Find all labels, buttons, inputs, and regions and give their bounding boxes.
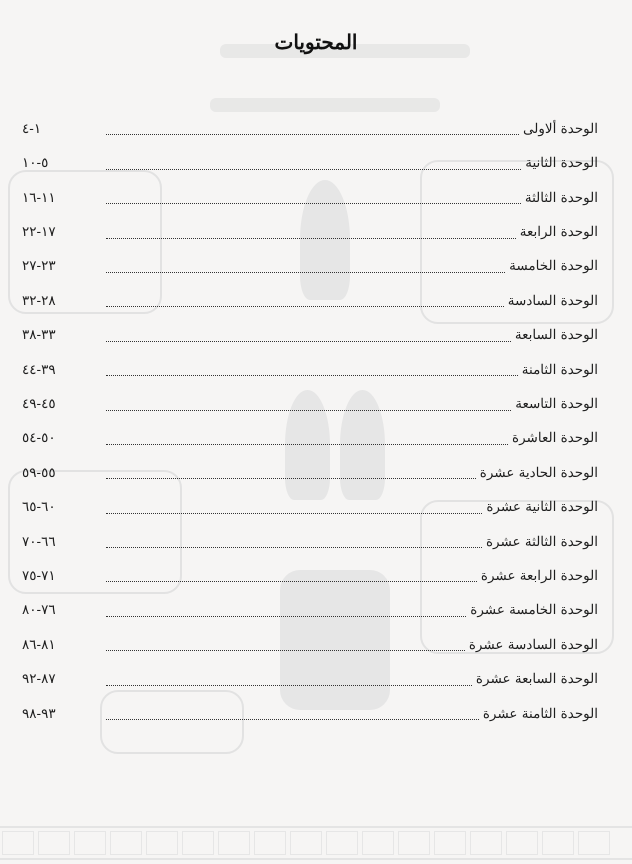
toc-dot-leader [106, 374, 518, 376]
toc-row[interactable] [22, 517, 598, 551]
toc-row[interactable] [22, 689, 598, 723]
toc-dot-leader [106, 237, 516, 239]
toc-row[interactable] [22, 414, 598, 448]
toc-unit-label: الوحدة الرابعة عشرة [480, 567, 598, 584]
toc-page-range: ١١-١٦ [22, 189, 56, 206]
toc-unit-label: الوحدة التاسعة [515, 396, 598, 413]
background-showthrough-footer [0, 826, 632, 860]
toc-row[interactable] [22, 276, 598, 310]
toc-page-range: ٥٠-٥٤ [22, 430, 56, 447]
toc-page-range: ٨١-٨٦ [22, 636, 56, 653]
toc-row[interactable] [22, 104, 598, 138]
toc-page-range: ١-٤ [22, 120, 42, 137]
toc-row[interactable] [22, 585, 598, 619]
toc-dot-leader [106, 271, 505, 273]
toc-dot-leader [106, 168, 521, 170]
toc-row[interactable] [22, 310, 598, 344]
toc-dot-leader [106, 684, 472, 686]
toc-row[interactable] [22, 242, 598, 276]
toc-row[interactable] [22, 173, 598, 207]
toc-unit-label: الوحدة ألاولى [523, 120, 598, 137]
toc-row[interactable] [22, 345, 598, 379]
toc-unit-label: الوحدة الحادية عشرة [479, 464, 598, 481]
toc-dot-leader [106, 477, 476, 479]
toc-dot-leader [106, 305, 504, 307]
toc-unit-label: الوحدة العاشرة [512, 430, 598, 447]
toc-dot-leader [106, 649, 465, 651]
toc-dot-leader [106, 580, 477, 582]
toc-row[interactable] [22, 482, 598, 516]
toc-page-range: ٧١-٧٥ [22, 567, 56, 584]
toc-page-range: ٩٣-٩٨ [22, 705, 56, 722]
toc-dot-leader [106, 546, 482, 548]
toc-dot-leader [106, 443, 508, 445]
toc-page-range: ٣٣-٣٨ [22, 327, 56, 344]
toc-unit-label: الوحدة السادسة عشرة [468, 636, 598, 653]
toc-row[interactable] [22, 448, 598, 482]
toc-unit-label: الوحدة السابعة عشرة [475, 671, 598, 688]
toc-page-range: ٤٥-٤٩ [22, 396, 56, 413]
toc-page-range: ١٧-٢٢ [22, 224, 56, 241]
toc-row[interactable] [22, 620, 598, 654]
toc-row[interactable] [22, 379, 598, 413]
toc-page-range: ٢٣-٢٧ [22, 258, 56, 275]
toc-page-range: ٦٠-٦٥ [22, 499, 56, 516]
toc-row[interactable] [22, 207, 598, 241]
toc-page-range: ٣٩-٤٤ [22, 361, 56, 378]
toc-page-range: ٥-١٠ [22, 155, 49, 172]
toc-unit-label: الوحدة الثامنة [521, 361, 598, 378]
toc-dot-leader [106, 512, 482, 514]
toc-row[interactable] [22, 654, 598, 688]
toc-dot-leader [106, 718, 479, 720]
toc-page-range: ٦٦-٧٠ [22, 533, 56, 550]
toc-unit-label: الوحدة الخامسة [509, 258, 598, 275]
toc-dot-leader [106, 133, 519, 135]
toc-unit-label: الوحدة الثامنة عشرة [482, 705, 598, 722]
toc-page-range: ٨٧-٩٢ [22, 671, 56, 688]
toc-unit-label: الوحدة الثالثة عشرة [485, 533, 598, 550]
page-title: المحتويات [274, 30, 358, 54]
toc-dot-leader [106, 615, 466, 617]
toc-unit-label: الوحدة الثانية عشرة [486, 499, 598, 516]
toc-unit-label: الوحدة السابعة [514, 327, 598, 344]
toc-row[interactable] [22, 551, 598, 585]
toc-dot-leader [106, 340, 511, 342]
toc-unit-label: الوحدة السادسة [507, 292, 598, 309]
toc-page-range: ٢٨-٣٢ [22, 292, 56, 309]
toc-unit-label: الوحدة الرابعة [519, 224, 598, 241]
toc-row[interactable] [22, 138, 598, 172]
toc-dot-leader [106, 409, 511, 411]
toc-page-range: ٥٥-٥٩ [22, 464, 56, 481]
toc-unit-label: الوحدة الثالثة [524, 189, 598, 206]
toc-dot-leader [106, 202, 521, 204]
table-of-contents [22, 104, 598, 723]
toc-page-range: ٧٦-٨٠ [22, 602, 56, 619]
toc-unit-label: الوحدة الخامسة عشرة [470, 602, 598, 619]
toc-unit-label: الوحدة الثانية [525, 155, 598, 172]
